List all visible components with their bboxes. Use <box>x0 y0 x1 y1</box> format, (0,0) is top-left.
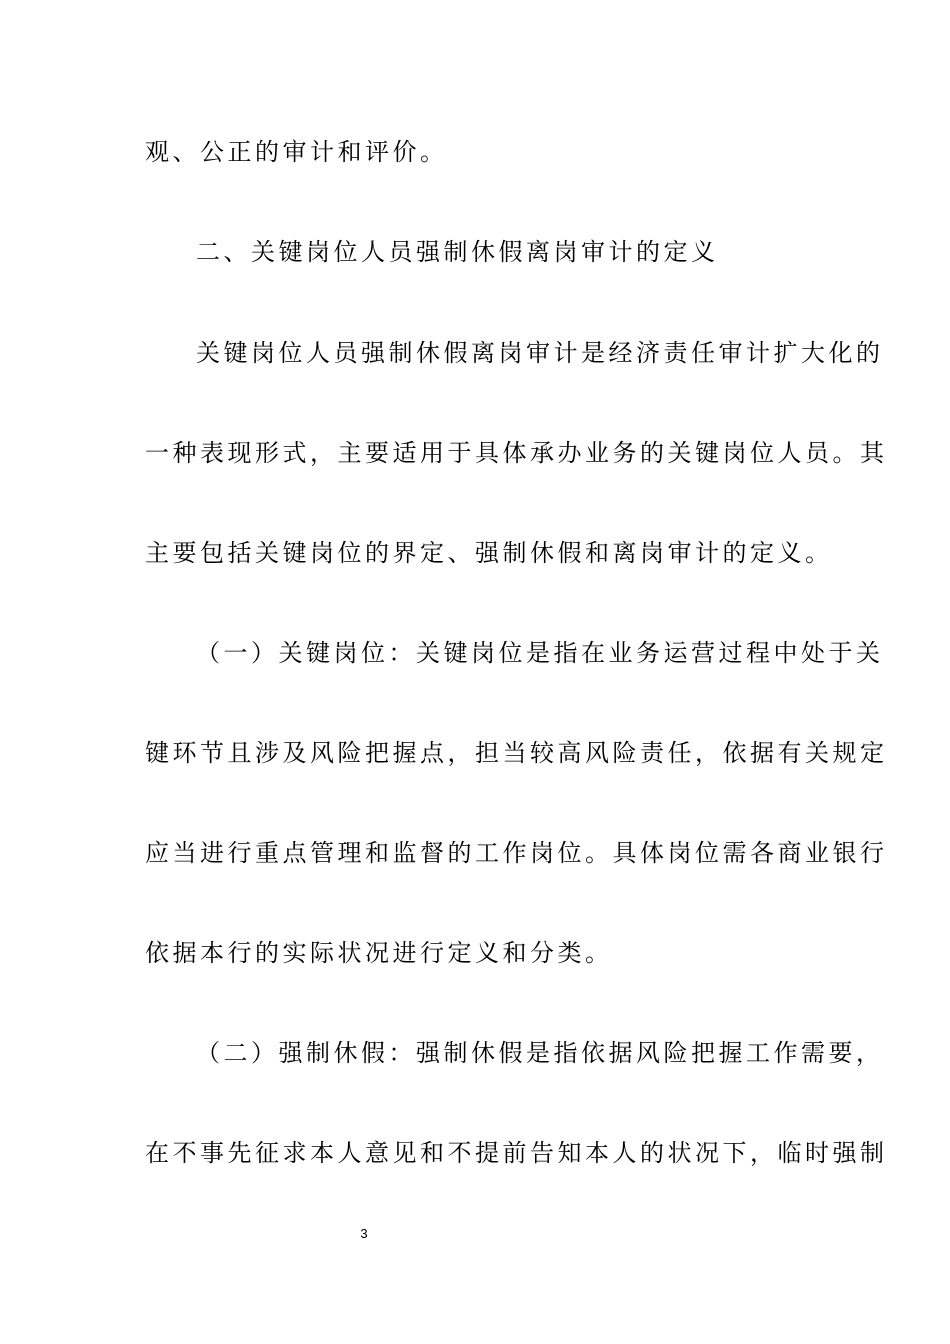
paragraph-line-3: 关键岗位人员强制休假离岗审计是经济责任审计扩大化的 <box>196 339 884 367</box>
page-number: 3 <box>360 1226 368 1241</box>
paragraph-line-5: 主要包括关键岗位的界定、强制休假和离岗审计的定义。 <box>145 539 833 567</box>
paragraph-line-8: 应当进行重点管理和监督的工作岗位。具体岗位需各商业银行 <box>145 839 888 867</box>
paragraph-line-1: 观、公正的审计和评价。 <box>145 138 448 166</box>
paragraph-line-9: 依据本行的实际状况进行定义和分类。 <box>145 939 613 967</box>
paragraph-line-6: （一）关键岗位：关键岗位是指在业务运营过程中处于关 <box>196 639 884 667</box>
section-heading: 二、关键岗位人员强制休假离岗审计的定义 <box>196 238 719 266</box>
paragraph-line-7: 键环节且涉及风险把握点，担当较高风险责任，依据有关规定 <box>145 739 888 767</box>
paragraph-line-4: 一种表现形式，主要适用于具体承办业务的关键岗位人员。其 <box>145 439 888 467</box>
paragraph-line-10: （二）强制休假：强制休假是指依据风险把握工作需要， <box>196 1039 884 1067</box>
paragraph-line-11: 在不事先征求本人意见和不提前告知本人的状况下，临时强制 <box>145 1139 888 1167</box>
